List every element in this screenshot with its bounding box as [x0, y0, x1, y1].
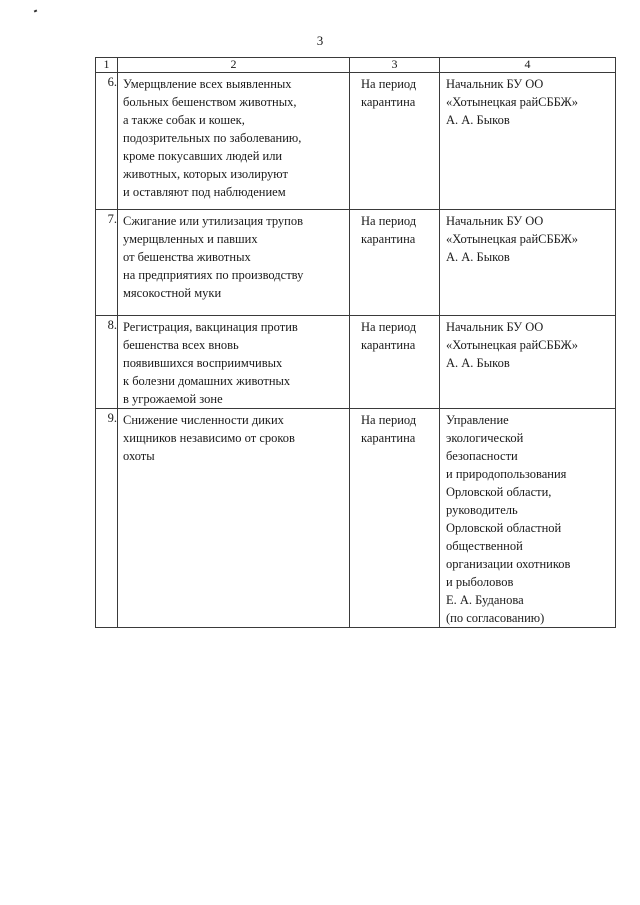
period-cell	[350, 73, 440, 210]
period-line: На период	[361, 214, 417, 228]
measure-line: Регистрация, вакцинация против	[123, 320, 298, 334]
period-line: На период	[361, 413, 417, 427]
header-col-1: 1	[96, 58, 118, 73]
responsible-line: организации охотников	[446, 557, 571, 571]
responsible-line: Орловской области,	[446, 485, 552, 499]
measure-line: мясокостной муки	[123, 286, 222, 300]
responsible-line: «Хотынецкая райСББЖ»	[446, 95, 578, 109]
measure-line: Снижение численности диких	[123, 413, 284, 427]
responsible-line: «Хотынецкая райСББЖ»	[446, 232, 578, 246]
responsible-line: и рыболовов	[446, 575, 514, 589]
period-line: На период	[361, 77, 417, 91]
period-line: карантина	[361, 431, 416, 445]
responsible-line: А. А. Быков	[446, 113, 510, 127]
measure-line: хищников независимо от сроков	[123, 431, 295, 445]
measure-cell	[118, 73, 350, 210]
measure-line: к болезни домашних животных	[123, 374, 291, 388]
measure-line: появившихся восприимчивых	[123, 356, 283, 370]
period-line: карантина	[361, 95, 416, 109]
responsible-line: руководитель	[446, 503, 518, 517]
period-line: карантина	[361, 232, 416, 246]
responsible-line: Орловской областной	[446, 521, 562, 535]
responsible-line: экологической	[446, 431, 524, 445]
measure-line: Сжигание или утилизация трупов	[123, 214, 303, 228]
measure-line: а также собак и кошек,	[123, 113, 245, 127]
measure-cell	[118, 409, 350, 628]
measure-line: бешенства всех вновь	[123, 338, 239, 352]
scan-speck	[34, 9, 38, 12]
measure-line: на предприятиях по производству	[123, 268, 304, 282]
responsible-line: Начальник БУ ОО	[446, 214, 544, 228]
measure-line: в угрожаемой зоне	[123, 392, 223, 406]
period-line: На период	[361, 320, 417, 334]
measure-line: охоты	[123, 449, 155, 463]
period-cell	[350, 409, 440, 628]
measure-line: Умерщвление всех выявленных	[123, 77, 292, 91]
table-row	[96, 210, 616, 316]
responsible-cell	[440, 409, 616, 628]
responsible-line: «Хотынецкая райСББЖ»	[446, 338, 578, 352]
table-row	[96, 409, 616, 628]
responsible-line: Управление	[446, 413, 509, 427]
responsible-line: и природопользования	[446, 467, 567, 481]
measure-cell	[118, 316, 350, 409]
responsible-cell	[440, 210, 616, 316]
measure-line: и оставляют под наблюдением	[123, 185, 286, 199]
period-line: карантина	[361, 338, 416, 352]
measure-line: от бешенства животных	[123, 250, 251, 264]
responsible-line: Начальник БУ ОО	[446, 320, 544, 334]
measure-line: больных бешенством животных,	[123, 95, 297, 109]
header-col-4: 4	[440, 58, 616, 73]
measure-line: умерщвленных и павших	[123, 232, 258, 246]
responsible-line: А. А. Быков	[446, 356, 510, 370]
period-cell	[350, 210, 440, 316]
measure-line: животных, которых изолируют	[123, 167, 288, 181]
header-col-2: 2	[118, 58, 350, 73]
responsible-line: Е. А. Буданова	[446, 593, 524, 607]
responsible-line: А. А. Быков	[446, 250, 510, 264]
responsible-cell	[440, 316, 616, 409]
row-number: 9.	[96, 409, 118, 628]
row-number: 7.	[96, 210, 118, 316]
measure-line: подозрительных по заболеванию,	[123, 131, 302, 145]
responsible-line: безопасности	[446, 449, 518, 463]
responsible-line: Начальник БУ ОО	[446, 77, 544, 91]
table-row	[96, 316, 616, 409]
row-number: 6.	[96, 73, 118, 210]
measure-line: кроме покусавших людей или	[123, 149, 283, 163]
responsible-line: общественной	[446, 539, 523, 553]
table-header-row	[96, 58, 616, 73]
measures-table	[95, 57, 616, 628]
responsible-line: (по согласованию)	[446, 611, 545, 625]
measure-cell	[118, 210, 350, 316]
responsible-cell	[440, 73, 616, 210]
page-number: 3	[316, 33, 324, 48]
period-cell	[350, 316, 440, 409]
table-row	[96, 73, 616, 210]
header-col-3: 3	[350, 58, 440, 73]
row-number: 8.	[96, 316, 118, 409]
